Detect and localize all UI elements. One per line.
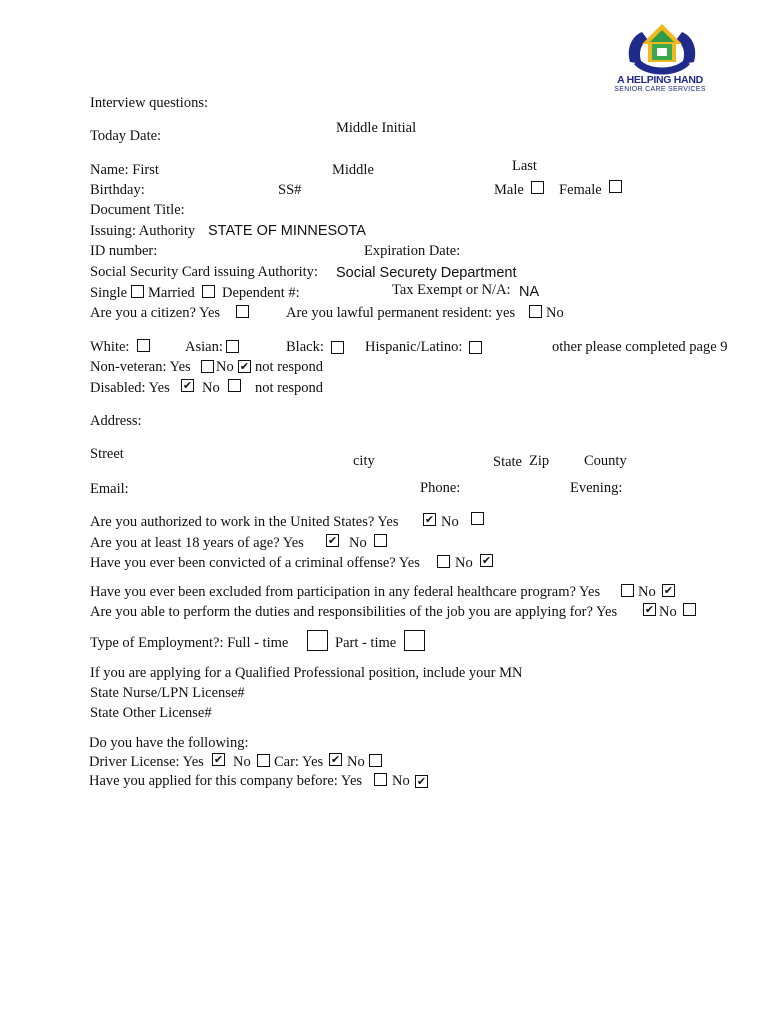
- car-no-checkbox[interactable]: [369, 754, 382, 767]
- convicted-no-label: No: [455, 555, 473, 571]
- permanent-resident-yes-checkbox[interactable]: [529, 305, 542, 318]
- excluded-no-checkbox[interactable]: ✔: [663, 584, 674, 597]
- non-veteran-no-label: No: [216, 359, 234, 375]
- female-checkbox[interactable]: [609, 180, 622, 193]
- perform-question: Are you able to perform the duties and responsibilities of the job you are applying for? Yes: [90, 604, 618, 620]
- ss-card-authority-value[interactable]: Social Securety Department: [336, 265, 517, 281]
- driver-license-yes-checkbox[interactable]: ✔: [213, 753, 224, 766]
- non-veteran-no-checkbox[interactable]: ✔: [239, 360, 250, 373]
- tax-exempt-label: Tax Exempt or N/A:: [392, 282, 511, 298]
- perform-yes-checkbox[interactable]: ✔: [644, 603, 655, 616]
- authorized-yes-checkbox[interactable]: ✔: [424, 513, 435, 526]
- nurse-license-label: State Nurse/LPN License#: [90, 685, 245, 701]
- disabled-label: Disabled: Yes: [90, 380, 170, 396]
- interview-questions-heading: Interview questions:: [90, 95, 208, 111]
- non-veteran-yes-checkbox[interactable]: [201, 360, 214, 373]
- white-label: White:: [90, 339, 130, 355]
- citizen-yes-checkbox[interactable]: [236, 305, 249, 318]
- white-checkbox[interactable]: [137, 339, 150, 352]
- perform-no-label: No: [659, 604, 677, 620]
- full-time-checkbox[interactable]: [307, 630, 328, 651]
- non-veteran-not-respond-label: not respond: [255, 359, 324, 375]
- convicted-question: Have you ever been convicted of a criminal offense? Yes: [90, 555, 420, 571]
- ss-card-authority-label: Social Security Card issuing Authority:: [90, 264, 318, 280]
- issuing-authority-value[interactable]: STATE OF MINNESOTA: [208, 223, 366, 239]
- disabled-yes-checkbox[interactable]: ✔: [182, 379, 193, 392]
- single-label: Single: [90, 285, 128, 301]
- disabled-no-checkbox[interactable]: [228, 379, 241, 392]
- asian-checkbox[interactable]: [226, 340, 239, 353]
- middle-name-label: Middle: [332, 162, 374, 178]
- county-label: County: [584, 453, 627, 469]
- first-name-label: Name: First: [90, 162, 159, 178]
- street-label: Street: [90, 446, 124, 462]
- middle-initial-label: Middle Initial: [336, 120, 417, 136]
- car-label: Car: Yes: [274, 754, 324, 770]
- other-race-label: other please completed page 9: [552, 339, 728, 355]
- part-time-label: Part - time: [335, 635, 397, 651]
- black-checkbox[interactable]: [331, 341, 344, 354]
- logo-subtitle: SENIOR CARE SERVICES: [614, 86, 706, 93]
- document-title-label: Document Title:: [90, 202, 185, 218]
- phone-label: Phone:: [420, 480, 461, 496]
- id-number-label: ID number:: [90, 243, 158, 259]
- have-following-label: Do you have the following:: [89, 735, 249, 751]
- part-time-checkbox[interactable]: [404, 630, 425, 651]
- citizen-question: Are you a citizen? Yes: [90, 305, 221, 321]
- permanent-resident-no-label: No: [546, 305, 564, 321]
- disabled-no-label: No: [202, 380, 220, 396]
- asian-label: Asian:: [185, 339, 223, 355]
- dependent-label: Dependent #:: [222, 285, 300, 301]
- convicted-yes-checkbox[interactable]: [437, 555, 450, 568]
- state-label: State: [493, 454, 522, 470]
- disabled-not-respond-label: not respond: [255, 380, 324, 396]
- qualified-professional-note: If you are applying for a Qualified Professional position, include your MN: [90, 665, 523, 681]
- female-label: Female: [559, 182, 602, 198]
- applied-before-no-checkbox[interactable]: ✔: [416, 775, 427, 788]
- perform-no-checkbox[interactable]: [683, 603, 696, 616]
- issuing-authority-label: Issuing: Authority: [90, 223, 196, 239]
- car-yes-checkbox[interactable]: ✔: [330, 753, 341, 766]
- excluded-question: Have you ever been excluded from participation in any federal healthcare program? Yes: [90, 584, 601, 600]
- excluded-yes-checkbox[interactable]: [621, 584, 634, 597]
- evening-label: Evening:: [570, 480, 623, 496]
- male-label: Male: [494, 182, 524, 198]
- age18-no-label: No: [349, 535, 367, 551]
- other-license-label: State Other License#: [90, 705, 212, 721]
- excluded-no-label: No: [638, 584, 656, 600]
- authorized-no-checkbox[interactable]: [471, 512, 484, 525]
- permanent-resident-question: Are you lawful permanent resident: yes: [286, 305, 516, 321]
- expiration-date-label: Expiration Date:: [364, 243, 461, 259]
- married-checkbox[interactable]: [202, 285, 215, 298]
- employment-type-label: Type of Employment?: Full - time: [90, 635, 289, 651]
- email-label: Email:: [90, 481, 129, 497]
- authorized-question: Are you authorized to work in the United States? Yes: [90, 514, 399, 530]
- black-label: Black:: [286, 339, 324, 355]
- car-no-label: No: [347, 754, 365, 770]
- city-label: city: [353, 453, 375, 469]
- convicted-no-checkbox[interactable]: ✔: [481, 554, 492, 567]
- driver-license-no-label: No: [233, 754, 251, 770]
- age18-yes-checkbox[interactable]: ✔: [327, 534, 338, 547]
- tax-exempt-value[interactable]: NA: [519, 284, 540, 300]
- last-name-label: Last: [512, 158, 537, 174]
- applied-before-no-label: No: [392, 773, 410, 789]
- applied-before-yes-checkbox[interactable]: [374, 773, 387, 786]
- logo-name: A HELPING HAND: [617, 74, 703, 86]
- authorized-no-label: No: [441, 514, 459, 530]
- age18-no-checkbox[interactable]: [374, 534, 387, 547]
- married-label: Married: [148, 285, 195, 301]
- male-checkbox[interactable]: [531, 181, 544, 194]
- address-label: Address:: [90, 413, 142, 429]
- single-checkbox[interactable]: [131, 285, 144, 298]
- zip-label: Zip: [529, 453, 550, 469]
- driver-license-no-checkbox[interactable]: [257, 754, 270, 767]
- today-date-label: Today Date:: [90, 128, 162, 144]
- applied-before-question: Have you applied for this company before: Yes: [89, 773, 363, 789]
- age18-question: Are you at least 18 years of age? Yes: [90, 535, 304, 551]
- hispanic-label: Hispanic/Latino:: [365, 339, 463, 355]
- driver-license-label: Driver License: Yes: [89, 754, 204, 770]
- ssn-label: SS#: [278, 182, 302, 198]
- birthday-label: Birthday:: [90, 182, 145, 198]
- hispanic-checkbox[interactable]: [469, 341, 482, 354]
- non-veteran-label: Non-veteran: Yes: [90, 359, 191, 375]
